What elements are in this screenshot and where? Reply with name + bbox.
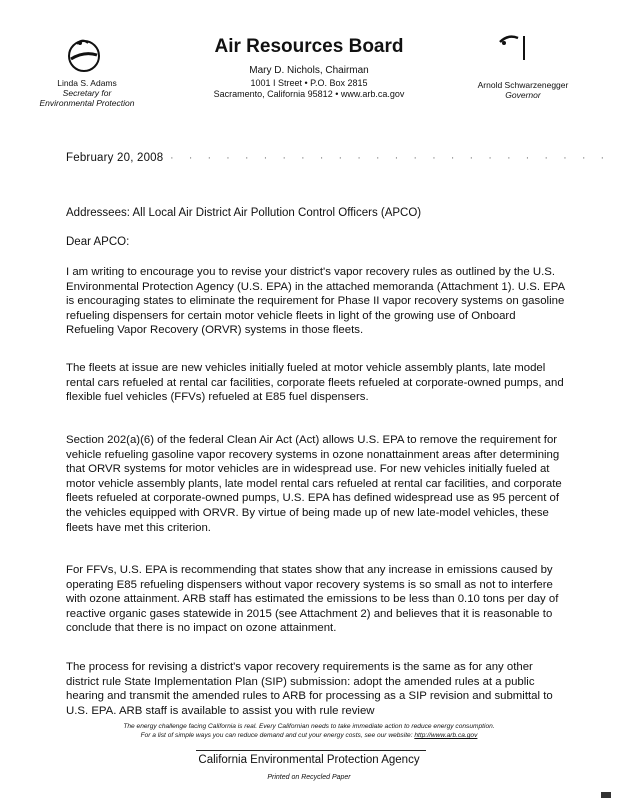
footer-divider: [196, 750, 426, 751]
chairman-name: Mary D. Nichols, Chairman: [249, 65, 369, 76]
board-name: Air Resources Board: [214, 36, 404, 57]
secretary-name: Linda S. Adams: [57, 78, 117, 88]
addressees-line: Addressees: All Local Air District Air Pollution Control Officers (APCO): [66, 207, 422, 219]
letter-date: February 20, 2008: [66, 152, 164, 164]
paragraph-3: Section 202(a)(6) of the federal Clean Air Act (Act) allows U.S. EPA to remove the requirement for vehicle refueling gasoline vapor recovery systems in ozone nonattainment areas after determining that ORVR systems for motor vehicles are in widespread use. For new vehicles initially fueled at motor vehicle assembly plants, late model rental cars refueled at rental car facilities, and corporate fleets refueled at corporate-owned pumps, U.S. EPA has defined widespread use as 95 percent of the vehicles equipped with ORVR. By virtue of being made up of new late-model vehicles, these fleets have met this criterion.: [66, 434, 562, 534]
governor-title: Governor: [505, 90, 541, 100]
paragraph-4: For FFVs, U.S. EPA is recommending that states show that any increase in emissions caused by operating E85 refueling dispensers without vapor recovery systems is so small as not to interfere with ozone attainment. ARB staff has estimated the emissions to be less than 0.10 tons per day of reactive organic gases statewide in 2015 (see Attachment 2) and believes that it is reasonable to conclude that there is no impact on ozone attainment.: [66, 564, 559, 635]
address-line2: Sacramento, California 95812 • www.arb.ca.gov: [213, 89, 405, 99]
recycled-paper-note: Printed on Recycled Paper: [267, 774, 351, 781]
secretary-title-line2: Environmental Protection: [39, 98, 135, 108]
energy-notice-line1: The energy challenge facing California is real. Every Californian needs to take immediate action to reduce energy consumption.: [123, 723, 495, 730]
arb-website-link[interactable]: http://www.arb.ca.gov: [414, 732, 478, 739]
paragraph-2: The fleets at issue are new vehicles initially fueled at motor vehicle assembly plants, late model rental cars refueled at rental car facilities, corporate fleets refueled at corporate-owned pumps, and flexible fuel vehicles (FFVs) refueled at E85 fuel dispensers.: [66, 362, 564, 404]
paragraph-5: The process for revising a district's vapor recovery requirements is the same as for any other district rule State Implementation Plan (SIP) submission: adopt the amended rules at a public hearing and transmit the amended rules to ARB for processing as a SIP revision and submittal to U.S. EPA. ARB staff is available to assist you with rule review: [66, 661, 553, 717]
governor-name: Arnold Schwarzenegger: [477, 80, 569, 90]
scan-artifact-dots: · · · · · · · · · · · · · · · · · · · · · · · ·: [170, 152, 611, 164]
paragraph-1: I am writing to encourage you to revise your district's vapor recovery rules as outlined by the U.S. Environmental Protection Agency (U.S. EPA) in the attached memoranda (Attachment 1). U.S. EPA is encouraging states to eliminate the requirement for Phase II vapor recovery systems on gasoline refueling dispensers for certain motor vehicle fleets in light of the growing use of Onboard Refueling Vapor Recovery (ORVR) systems in those fleets.: [66, 266, 565, 337]
governor-block: [448, 80, 598, 100]
scan-corner-mark-icon: [600, 786, 612, 794]
address-line1: 1001 I Street • P.O. Box 2815: [250, 78, 368, 88]
state-seal-icon: [494, 30, 534, 74]
energy-notice-line2: [0, 731, 618, 740]
salutation: Dear APCO:: [66, 236, 130, 248]
secretary-title-line1: Secretary for: [62, 88, 112, 98]
agency-name: California Environmental Protection Agency: [198, 754, 420, 766]
energy-notice: [0, 722, 618, 740]
energy-notice-prefix: For a list of simple ways you can reduce demand and cut your energy costs, see our website:: [140, 732, 415, 739]
